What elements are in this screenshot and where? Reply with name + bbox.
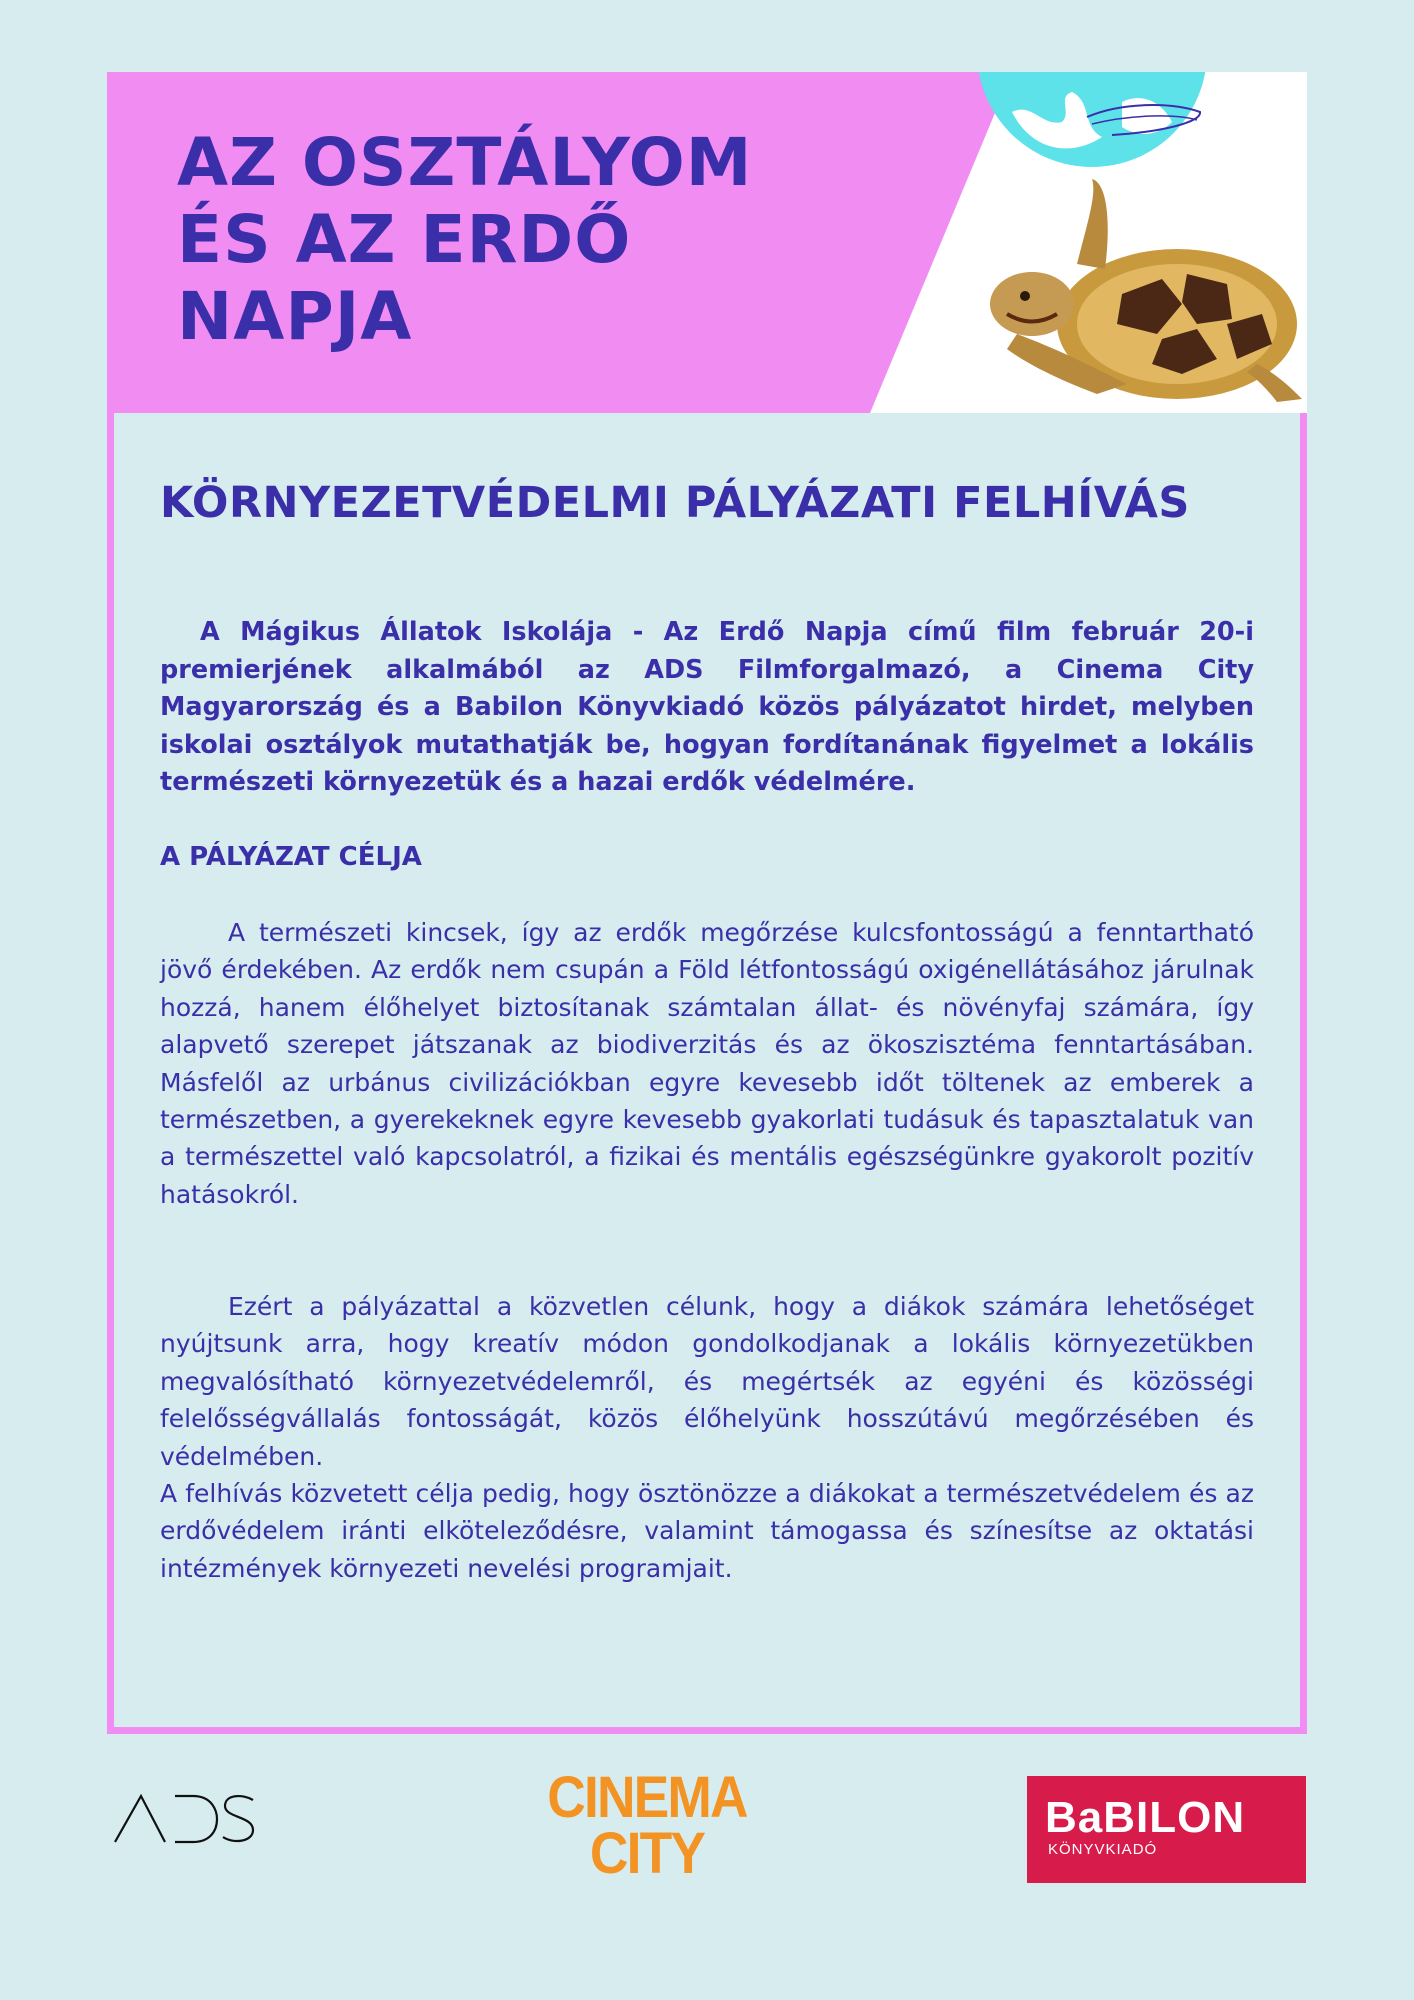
intro-paragraph: A Mágikus Állatok Iskolája - Az Erdő Napja című film február 20-i premierjének alkalmából az ADS Filmforgalmazó, a Cinema City Magyarország és a Babilon Könyvkiadó közös pályázatot hirdet, melyben iskolai osztályok mutathatják be, hogyan fordítanának figyelmet a lokális természeti környezetük és a hazai erdők védelmére. <box>160 617 1254 798</box>
cinema-city-logo-line-1: CINEMA <box>547 1765 747 1830</box>
cinema-city-logo-line-2: CITY <box>589 1821 705 1886</box>
main-title <box>177 124 837 355</box>
goal-paragraph-3: A felhívás közvetett célja pedig, hogy ösztönözze a diákokat a természetvédelem és az erdővédelem iránti elköteleződésre, valamint támogassa és színesítse az oktatási intézmények környezeti nevelési programjait. <box>160 1479 1254 1583</box>
turtle-illustration <box>977 174 1307 413</box>
babilon-logo-name: BaBILON <box>1045 1793 1246 1842</box>
goal-heading: A PÁLYÁZAT CÉLJA <box>160 842 422 872</box>
main-title-line-2: ÉS AZ ERDŐ <box>177 201 632 278</box>
header-banner <box>107 72 1307 413</box>
goal-block-1 <box>160 914 1254 1213</box>
goal-paragraph-2: Ezért a pályázattal a közvetlen célunk, hogy a diákok számára lehetőséget nyújtsunk arra, hogy kreatív módon gondolkodjanak a lokális környezetükben megvalósítható környezetvédelemről, és megértsék az egyéni és közösségi felelősségvállalás fontosságát, közös élőhelyünk hosszútávú megőrzésében és védelmében. <box>160 1292 1254 1471</box>
section-heading: KÖRNYEZETVÉDELMI PÁLYÁZATI FELHÍVÁS <box>160 478 1190 528</box>
goal-paragraph-1: A természeti kincsek, így az erdők megőrzése kulcsfontosságú a fenntartható jövő érdekében. Az erdők nem csupán a Föld létfontosságú oxigénellátásához járulnak hozzá, hanem élőhelyet biztosítanak számtalan állat- és növényfaj számára, így alapvető szerepet játszanak az biodiverzitás és az ökoszisztéma fenntartásában. Másfelől az urbánus civilizációkban egyre kevesebb időt töltenek az emberek a természetben, a gyerekeknek egyre kevesebb gyakorlati tudásuk és tapasztalatuk van a természettel való kapcsolatról, a fizikai és mentális egészségünkre gyakorolt pozitív hatásokról. <box>160 918 1254 1209</box>
globe-icon <box>972 72 1212 182</box>
ads-logo <box>113 1792 255 1844</box>
babilon-logo <box>1027 1776 1306 1883</box>
goal-block-2 <box>160 1288 1254 1587</box>
main-title-line-3: NAPJA <box>177 278 413 355</box>
babilon-logo-sub: KÖNYVKIADÓ <box>1048 1841 1158 1858</box>
main-title-line-1: AZ OSZTÁLYOM <box>177 124 753 201</box>
cinema-city-logo <box>532 1765 762 1886</box>
